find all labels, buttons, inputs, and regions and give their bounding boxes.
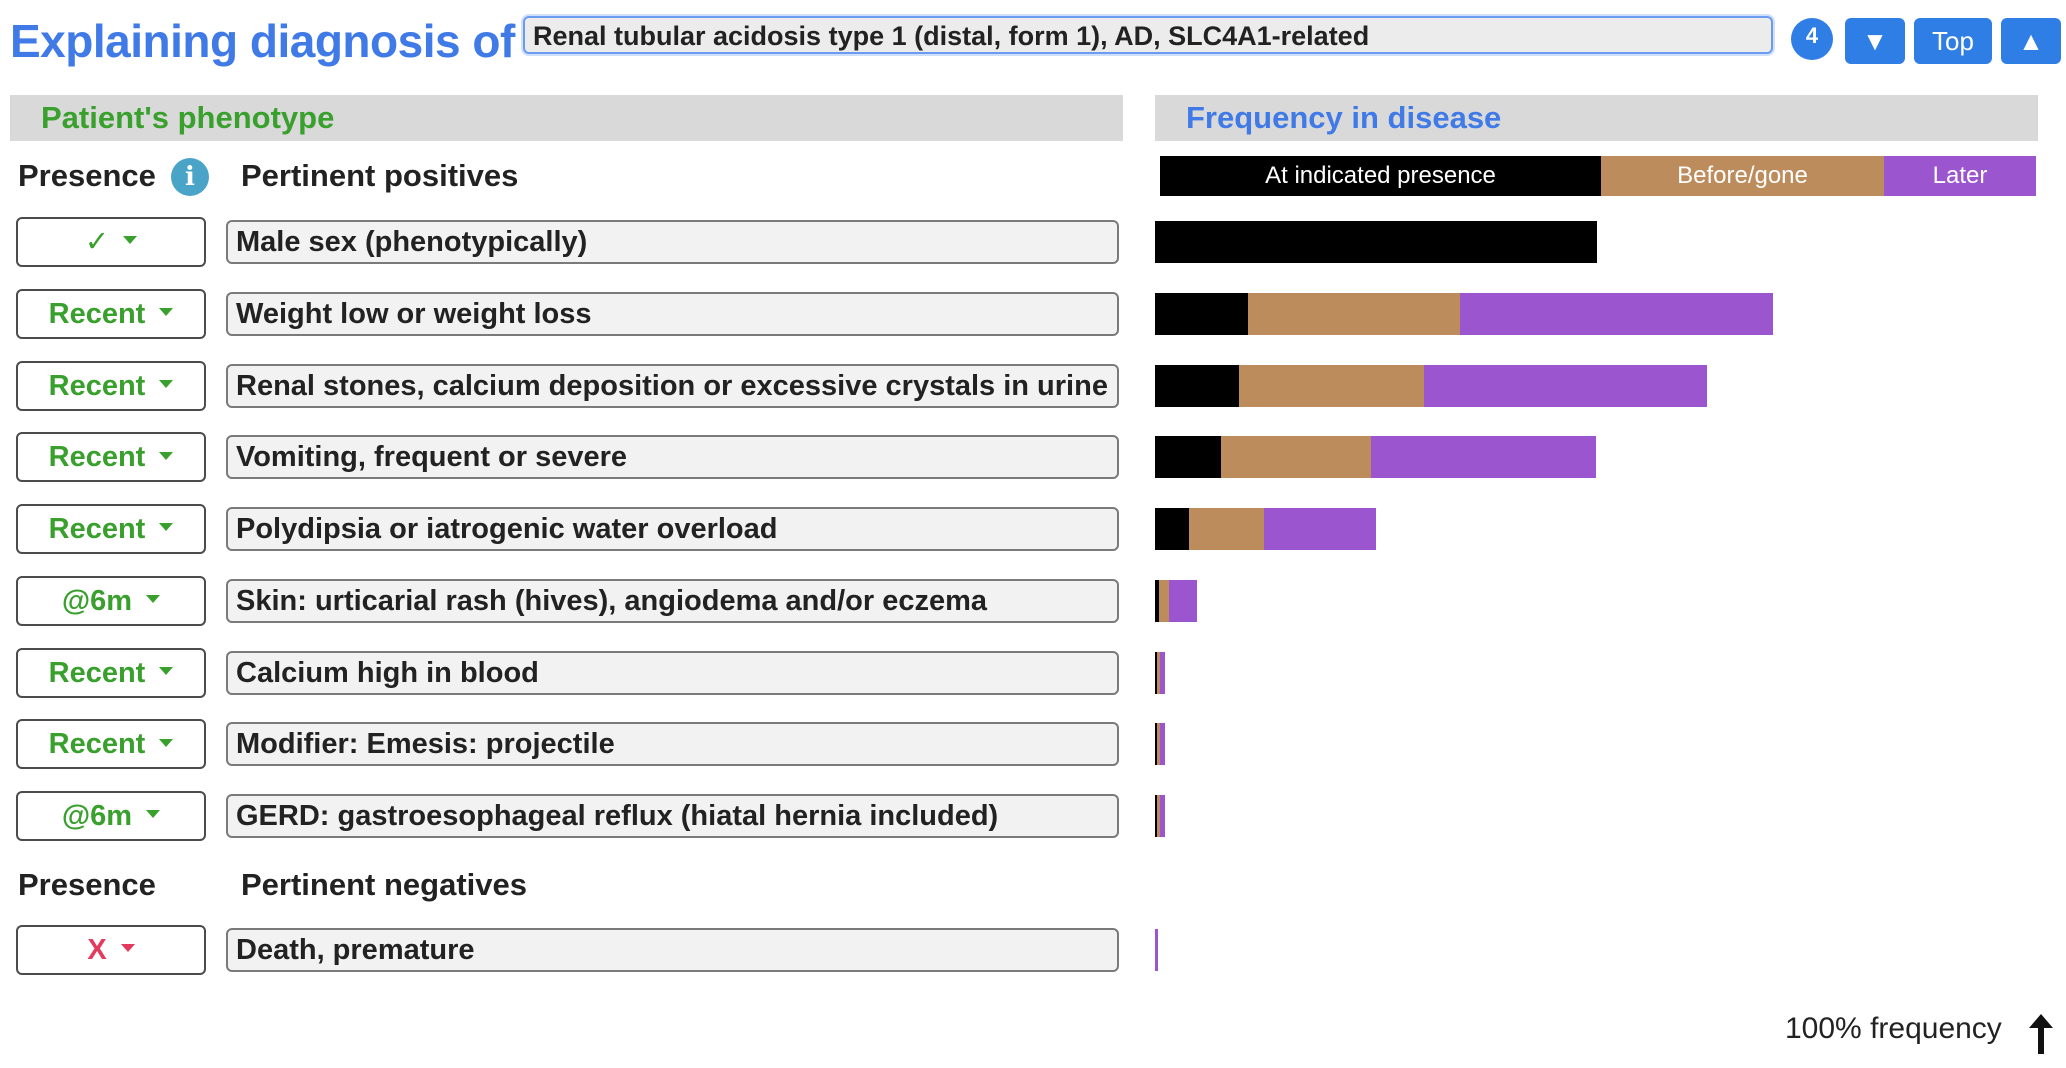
diagnosis-select[interactable]: Renal tubular acidosis type 1 (distal, form 1), AD, SLC4A1-related [523,16,1773,54]
positive-row-9-finding[interactable]: GERD: gastroesophageal reflux (hiatal hernia included) [226,794,1119,838]
frequency-before-segment [1239,365,1424,407]
presence-value: ✓ [84,226,110,258]
presence-value: Recent [48,369,146,402]
positive-row-5-finding[interactable]: Polydipsia or iatrogenic water overload [226,507,1119,551]
presence-column-label-negatives: Presence [18,867,156,902]
presence-value: Recent [48,441,146,474]
positive-row-8-finding[interactable]: Modifier: Emesis: projectile [226,722,1119,766]
positive-row-4-presence-dropdown[interactable] [16,432,206,482]
frequency-at-segment [1155,221,1597,263]
frequency-at-segment [1155,436,1221,478]
top-button[interactable]: Top [1914,18,1992,64]
positive-row-4-frequency-bar [1155,436,1596,478]
caret-down-icon [159,308,173,316]
pertinent-negatives-label: Pertinent negatives [241,867,527,902]
positive-row-9-presence-dropdown[interactable] [16,791,206,841]
positive-row-7-frequency-bar [1155,652,1165,694]
prev-up-button[interactable]: ▲ [2001,18,2061,64]
arrow-up-icon [2026,1012,2056,1056]
info-icon[interactable]: i [171,158,209,196]
positive-row-8-frequency-bar [1155,723,1165,765]
frequency-in-disease-header: Frequency in disease [1155,95,2038,141]
legend-at-indicated-presence: At indicated presence [1160,156,1601,196]
positive-row-2-finding[interactable]: Weight low or weight loss [226,292,1119,336]
positive-row-9-frequency-bar [1155,795,1165,837]
frequency-later-segment [1169,580,1197,622]
frequency-before-segment [1248,293,1460,335]
positive-row-1-presence-dropdown[interactable] [16,217,206,267]
positive-row-6-frequency-bar [1155,580,1197,622]
pertinent-positives-label: Pertinent positives [241,158,519,193]
presence-value: @6m [61,584,133,617]
caret-down-icon [159,523,173,531]
presence-value: @6m [61,800,133,832]
positive-row-5-presence-dropdown[interactable] [16,504,206,554]
presence-value: X [87,934,107,966]
presence-value: Recent [48,513,146,545]
caret-down-icon [159,667,173,675]
positive-row-7-presence-dropdown[interactable] [16,648,206,698]
legend-later: Later [1884,156,2036,196]
presence-value: Recent [48,728,146,761]
frequency-later-segment [1155,929,1158,971]
presence-column-label: Presence [18,158,156,193]
frequency-at-segment [1155,293,1248,335]
frequency-scale-label: 100% frequency [1785,1012,2002,1045]
negative-row-1-finding[interactable]: Death, premature [226,928,1119,972]
frequency-before-segment [1159,580,1170,622]
positive-row-3-presence-dropdown[interactable] [16,361,206,411]
positive-row-6-finding[interactable]: Skin: urticarial rash (hives), angiodema and/or eczema [226,579,1119,623]
frequency-at-segment [1155,365,1239,407]
positive-row-6-presence-dropdown[interactable] [16,576,206,626]
caret-down-icon [159,739,173,747]
frequency-legend [1160,156,2036,196]
positive-row-5-frequency-bar [1155,508,1376,550]
positive-row-4-finding[interactable]: Vomiting, frequent or severe [226,435,1119,479]
positive-row-7-finding[interactable]: Calcium high in blood [226,651,1119,695]
frequency-later-segment [1160,795,1165,837]
frequency-later-segment [1160,652,1165,694]
positive-row-2-presence-dropdown[interactable] [16,289,206,339]
frequency-later-segment [1160,723,1165,765]
caret-down-icon [146,595,160,603]
page-title: Explaining diagnosis of [10,15,515,67]
positive-row-3-finding[interactable]: Renal stones, calcium deposition or excessive crystals in urine [226,364,1119,408]
presence-value: Recent [48,656,146,689]
patient-phenotype-header: Patient's phenotype [10,95,1123,141]
negative-row-1-presence-dropdown[interactable] [16,925,206,975]
caret-down-icon [159,452,173,460]
caret-down-icon [159,380,173,388]
legend-before-gone: Before/gone [1601,156,1884,196]
positive-row-1-finding[interactable]: Male sex (phenotypically) [226,220,1119,264]
frequency-later-segment [1424,365,1707,407]
count-badge: 4 [1791,18,1833,60]
frequency-before-segment [1189,508,1264,550]
positive-row-1-frequency-bar [1155,221,1597,263]
frequency-later-segment [1264,508,1376,550]
caret-down-icon [121,944,135,952]
next-down-button[interactable]: ▼ [1845,18,1905,64]
positive-row-3-frequency-bar [1155,365,1707,407]
caret-down-icon [123,236,137,244]
frequency-at-segment [1155,508,1189,550]
frequency-later-segment [1371,436,1596,478]
presence-value: Recent [48,297,146,330]
positive-row-8-presence-dropdown[interactable] [16,719,206,769]
frequency-before-segment [1221,436,1371,478]
negative-row-1-frequency-bar [1155,929,1158,971]
caret-down-icon [146,810,160,818]
frequency-later-segment [1460,293,1773,335]
positive-row-2-frequency-bar [1155,293,1773,335]
